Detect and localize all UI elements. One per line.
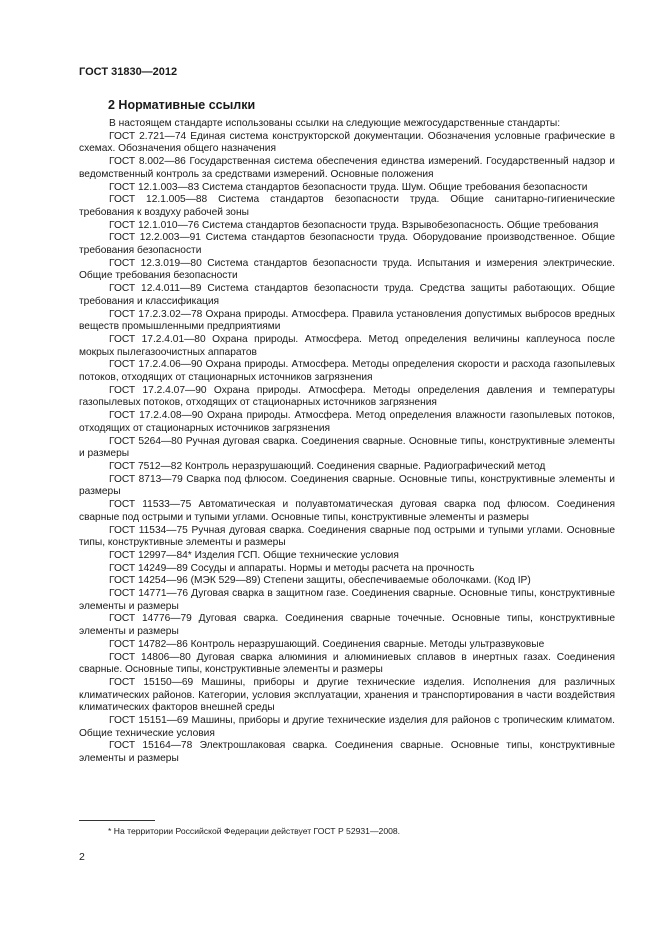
reference-item: ГОСТ 17.2.4.01—80 Охрана природы. Атмосфера. Метод определения величины каплеуноса после мокрых пылегазоочистных аппаратов: [79, 333, 615, 358]
reference-item: ГОСТ 2.721—74 Единая система конструкторской документации. Обозначения условные графические в схемах. Обозначения общего назначения: [79, 130, 615, 155]
reference-item: ГОСТ 12.3.019—80 Система стандартов безопасности труда. Испытания и измерения электрические. Общие требования безопасности: [79, 257, 615, 282]
reference-item: ГОСТ 17.2.4.08—90 Охрана природы. Атмосфера. Метод определения влажности газопылевых потоков, отходящих от стационарных источников загрязнения: [79, 410, 615, 434]
footnote: * На территории Российской Федерации действует ГОСТ Р 52931—2008.: [108, 826, 401, 836]
reference-item: ГОСТ 12.1.003—83 Система стандартов безопасности труда. Шум. Общие требования безопасности: [109, 181, 588, 193]
reference-item: ГОСТ 14249—89 Сосуды и аппараты. Нормы и методы расчета на прочность: [109, 562, 475, 574]
reference-item: ГОСТ 12.4.011—89 Система стандартов безопасности труда. Средства защиты работающих. Общие требования и классификация: [79, 283, 615, 307]
reference-item: ГОСТ 5264—80 Ручная дуговая сварка. Соединения сварные. Основные типы, конструктивные элементы и размеры: [79, 435, 615, 460]
reference-item: ГОСТ 11534—75 Ручная дуговая сварка. Соединения сварные под острыми и тупыми углами. Основные типы, конструктивные элементы и размеры: [79, 524, 615, 549]
reference-item: ГОСТ 14254—96 (МЭК 529—89) Степени защиты, обеспечиваемые оболочками. (Код IP): [109, 575, 531, 587]
references-list: [79, 118, 615, 766]
reference-item: ГОСТ 14771—76 Дуговая сварка в защитном газе. Соединения сварные. Основные типы, конструктивные элементы и размеры: [79, 588, 615, 612]
reference-item: ГОСТ 11533—75 Автоматическая и полуавтоматическая дуговая сварка под флюсом. Соединения сварные под острыми и тупыми углами. Основные типы, конструктивные элементы и размеры: [79, 499, 615, 523]
reference-item: ГОСТ 8.002—86 Государственная система обеспечения единства измерений. Государственный надзор и ведомственный контроль за средствами измерений. Основные положения: [79, 156, 615, 180]
reference-item: ГОСТ 7512—82 Контроль неразрушающий. Соединения сварные. Радиографический метод: [109, 460, 546, 472]
page-number: 2: [79, 851, 85, 863]
section-title: 2 Нормативные ссылки: [108, 98, 256, 112]
reference-item: ГОСТ 12.1.010—76 Система стандартов безопасности труда. Взрывобезопасность. Общие требования: [109, 219, 599, 231]
reference-item: ГОСТ 14782—86 Контроль неразрушающий. Соединения сварные. Методы ультразвуковые: [109, 638, 545, 650]
reference-item: ГОСТ 17.2.4.06—90 Охрана природы. Атмосфера. Методы определения скорости и расхода газопылевых потоков, отходящих от стационарных источников загрязнения: [79, 359, 615, 384]
reference-item: ГОСТ 14776—79 Дуговая сварка. Соединения сварные точечные. Основные типы, конструктивные элементы и размеры: [79, 613, 615, 638]
reference-item: ГОСТ 17.2.4.07—90 Охрана природы. Атмосфера. Методы определения давления и температуры газопылевых потоков, отходящих от стационарных источников загрязнения: [79, 384, 615, 409]
footnote-divider: [79, 820, 155, 821]
reference-item: ГОСТ 12997—84* Изделия ГСП. Общие технические условия: [109, 549, 399, 561]
running-header: ГОСТ 31830—2012: [79, 66, 178, 78]
intro-paragraph: В настоящем стандарте использованы ссылки на следующие межгосударственные стандарты:: [109, 118, 561, 129]
reference-item: ГОСТ 17.2.3.02—78 Охрана природы. Атмосфера. Правила установления допустимых выбросов вредных веществ промышленными предприятиями: [79, 308, 615, 333]
reference-item: ГОСТ 15150—69 Машины, приборы и другие технические изделия. Исполнения для различных климатических районов. Категории, условия эксплуатации, хранения и транспортирования в части воздействия климатических факторов внешней среды: [79, 676, 615, 714]
reference-item: ГОСТ 14806—80 Дуговая сварка алюминия и алюминиевых сплавов в инертных газах. Соединения сварные. Основные типы, конструктивные элементы и размеры: [79, 651, 615, 676]
reference-item: ГОСТ 8713—79 Сварка под флюсом. Соединения сварные. Основные типы, конструктивные элементы и размеры: [79, 473, 615, 498]
reference-item: ГОСТ 15151—69 Машины, приборы и другие технические изделия для районов с тропическим климатом. Общие технические условия: [79, 715, 615, 739]
reference-item: ГОСТ 12.1.005—88 Система стандартов безопасности труда. Общие санитарно-гигиенические требования к воздуху рабочей зоны: [79, 194, 615, 218]
reference-item: ГОСТ 15164—78 Электрошлаковая сварка. Соединения сварные. Основные типы, конструктивные элементы и размеры: [79, 740, 615, 765]
reference-item: ГОСТ 12.2.003—91 Система стандартов безопасности труда. Оборудование производственное. Общие требования безопасности: [79, 232, 615, 257]
